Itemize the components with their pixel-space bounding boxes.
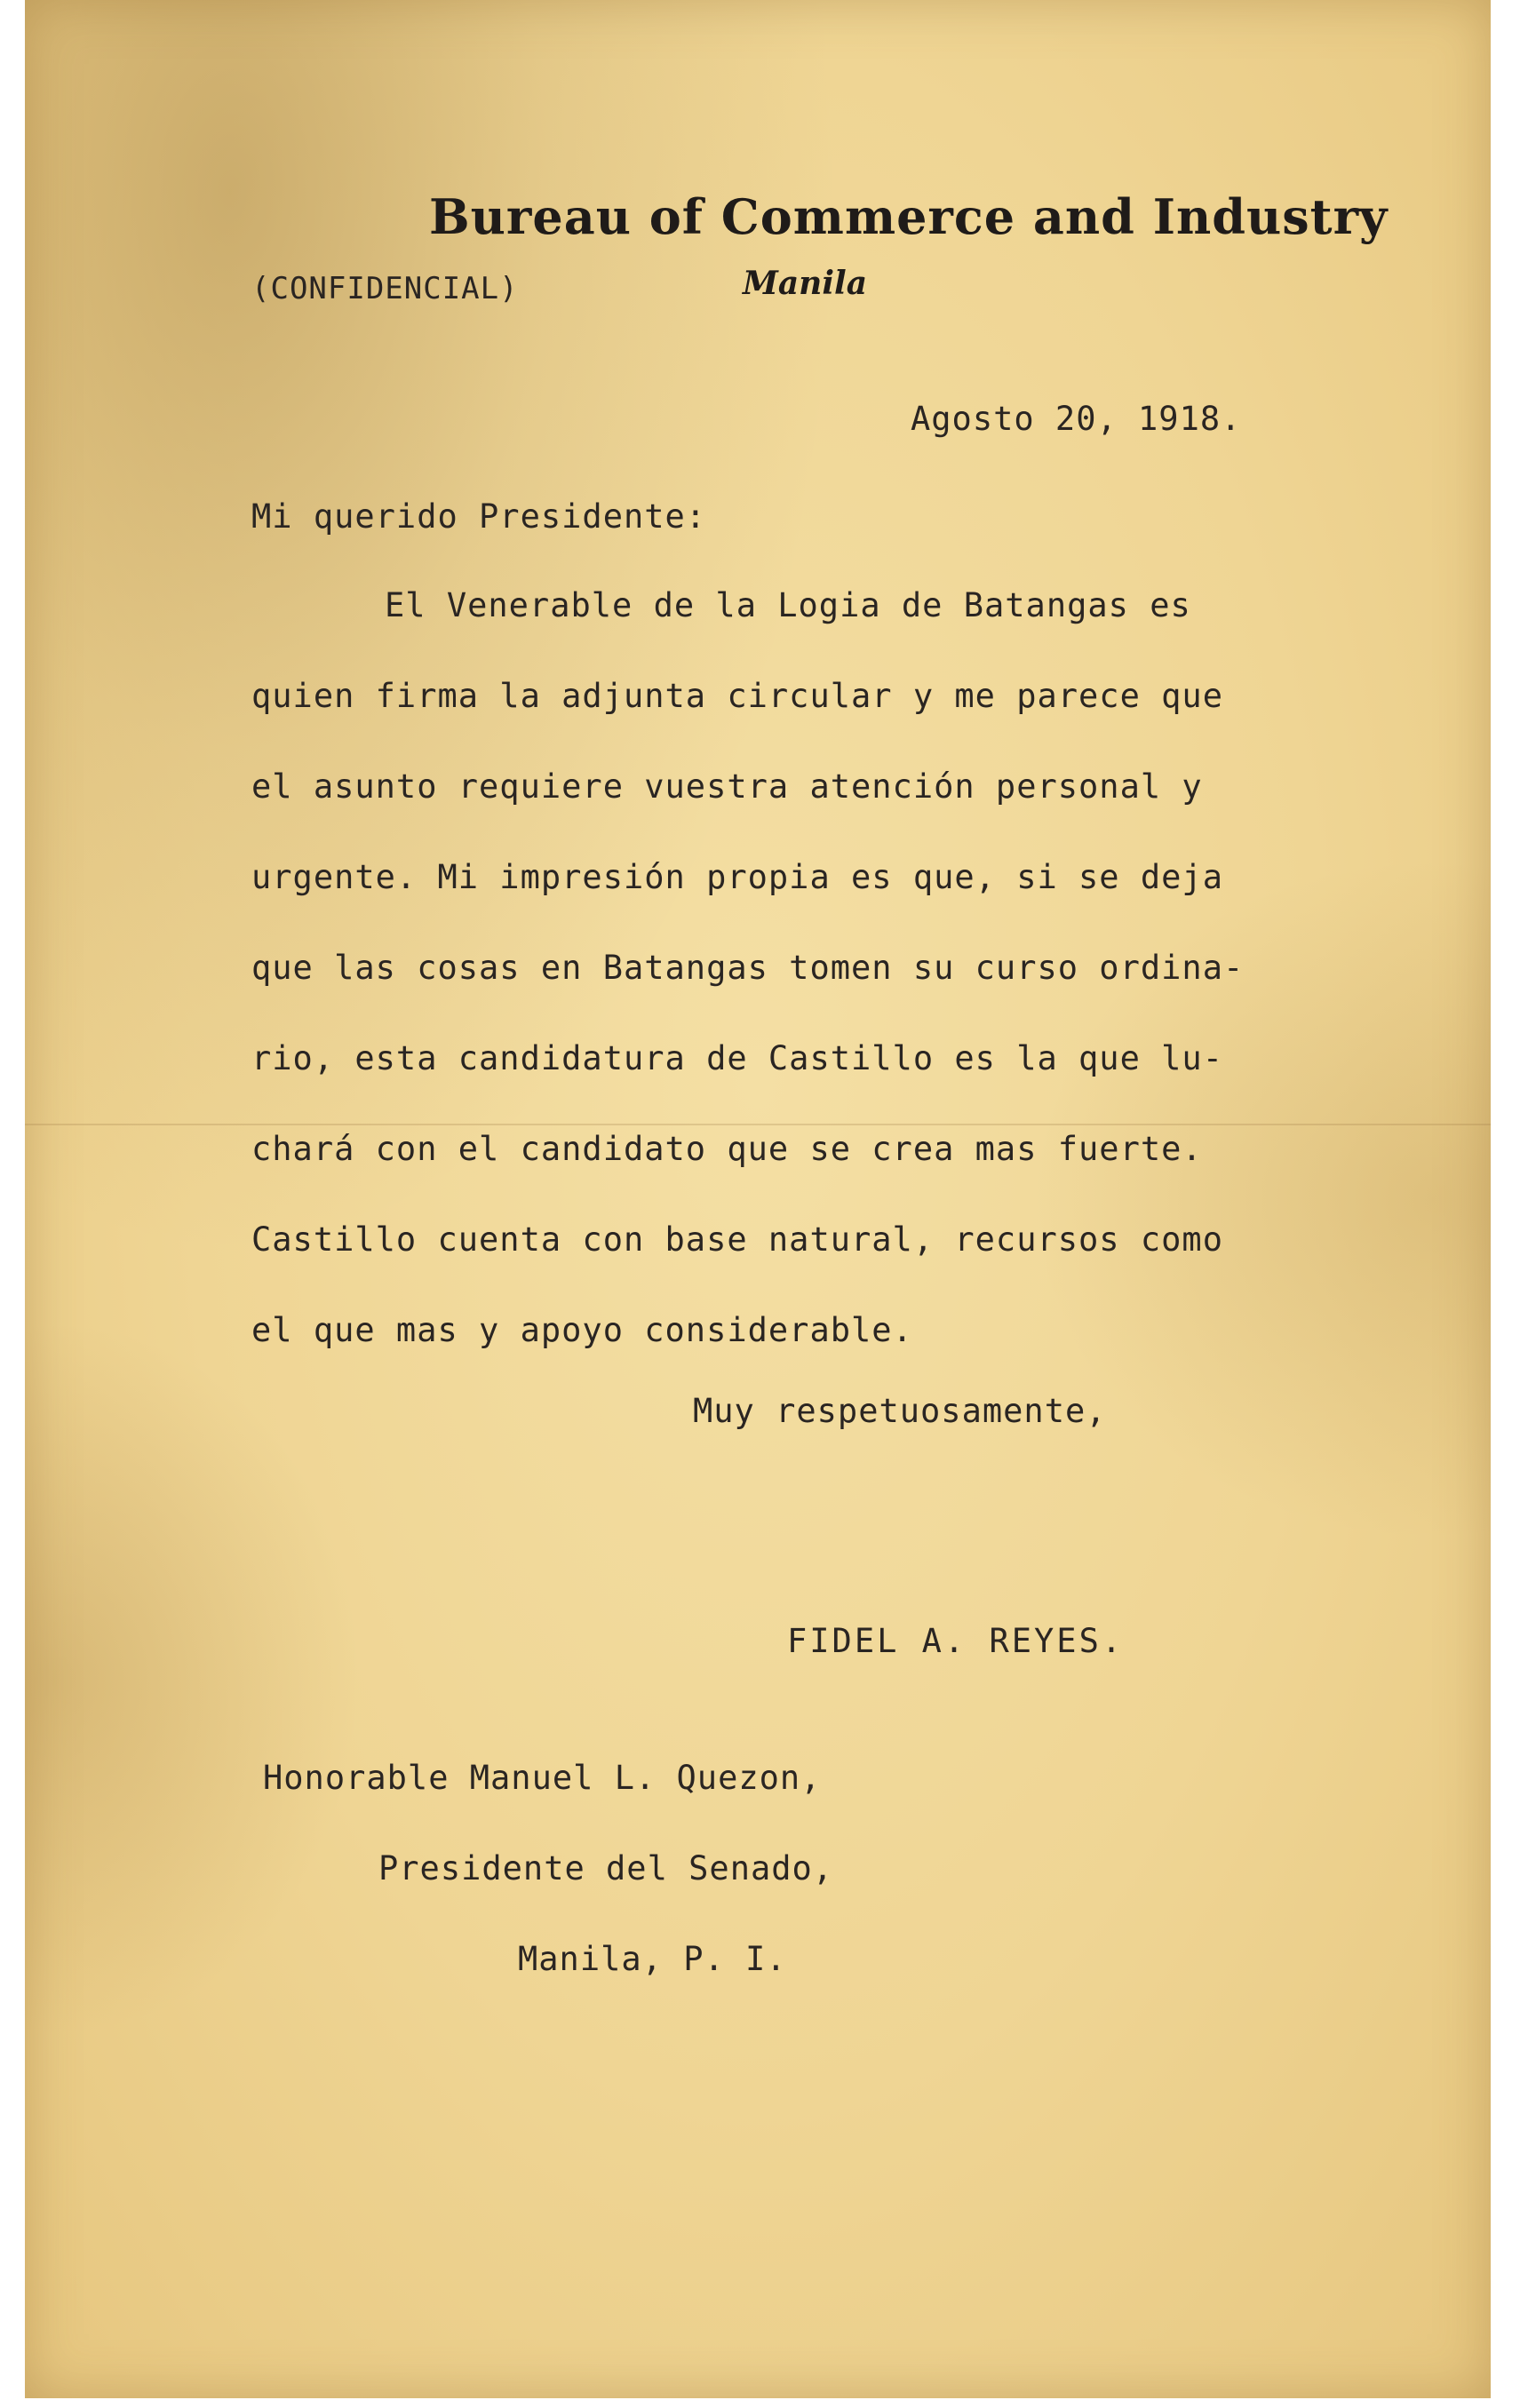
body-line: Castillo cuenta con base natural, recursos como [251,1220,1223,1259]
body-line: el que mas y apoyo considerable. [251,1311,913,1349]
body-line: el asunto requiere vuestra atención personal y [251,767,1203,806]
body-line: chará con el candidato que se crea mas fuerte. [251,1130,1203,1168]
salutation: Mi querido Presidente: [251,497,707,536]
addressee-location: Manila, P. I. [518,1940,787,1978]
letterhead-city: Manila [743,265,868,302]
signature: FIDEL A. REYES. [787,1622,1125,1660]
body-line: El Venerable de la Logia de Batangas es [385,586,1191,624]
addressee-name: Honorable Manuel L. Quezon, [263,1759,822,1797]
letterhead-title: Bureau of Commerce and Industry [429,188,1389,245]
body-line: rio, esta candidatura de Castillo es la que lu- [251,1039,1223,1077]
letter-date: Agosto 20, 1918. [911,400,1242,438]
body-line: quien firma la adjunta circular y me parece que [251,677,1223,715]
confidential-mark: (CONFIDENCIAL) [251,271,519,306]
body-line: urgente. Mi impresión propia es que, si se deja [251,858,1223,896]
addressee-title: Presidente del Senado, [378,1849,834,1887]
closing: Muy respetuosamente, [693,1392,1107,1430]
body-line: que las cosas en Batangas tomen su curso ordina- [251,949,1245,987]
letter-page [25,0,1491,2398]
